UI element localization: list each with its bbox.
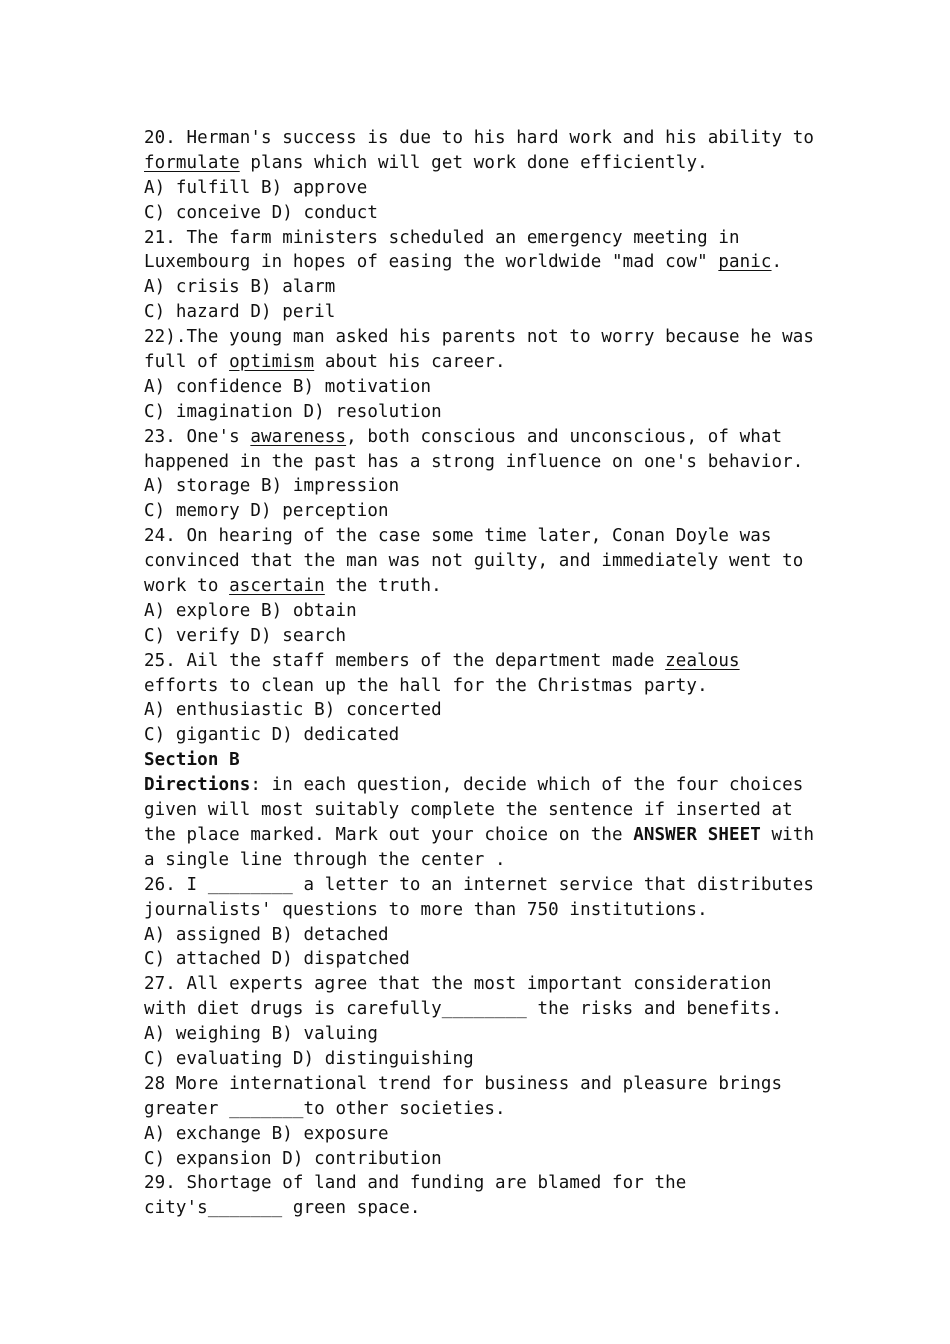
q28-line-2: greater _______to other societies. — [144, 1098, 506, 1119]
q23-line-1 — [144, 425, 824, 450]
document-page — [144, 126, 824, 1221]
directions-text-3-end: with — [760, 824, 815, 845]
q21-text: Luxembourg in hopes of easing the worldwide "mad cow" — [144, 252, 719, 273]
q21-options-ab: A) crisis B) alarm — [144, 277, 336, 298]
q21-line-1: 21. The farm ministers scheduled an emergency meeting in — [144, 227, 740, 248]
q25-options-ab: A) enthusiastic B) concerted — [144, 700, 442, 721]
q23-options-cd: C) memory D) perception — [144, 501, 389, 522]
q27-line-2: with diet drugs is carefully________ the risks and benefits. — [144, 999, 783, 1020]
directions-label: Directions — [144, 775, 251, 796]
directions-line-1 — [144, 773, 824, 798]
q24-options-cd: C) verify D) search — [144, 625, 347, 646]
q27-options-ab: A) weighing B) valuing — [144, 1024, 378, 1045]
q28-line-1: 28 More international trend for business and pleasure brings — [144, 1073, 783, 1094]
directions-text-3: the place marked. Mark out your choice on the — [144, 824, 634, 845]
q24-text: work to — [144, 576, 230, 597]
q25-line-1 — [144, 649, 824, 674]
q22-options-ab: A) confidence B) motivation — [144, 376, 432, 397]
directions-line-2: given will most suitably complete the sentence if inserted at — [144, 800, 793, 821]
q23-line-2: happened in the past has a strong influence on one's behavior. — [144, 451, 804, 472]
q25-underlined-word: zealous — [665, 650, 740, 671]
q28-options-cd: C) expansion D) contribution — [144, 1148, 442, 1169]
q20-text-cont: plans which will get work done efficiently. — [239, 152, 708, 173]
q20-underlined-word: formulate — [144, 152, 240, 173]
q20-text: 20. Herman's success is due to his hard work and his ability to — [144, 128, 815, 148]
q24-line-2: convinced that the man was not guilty, and immediately went to — [144, 551, 804, 572]
q29-line-2: city's_______ green space. — [144, 1198, 421, 1219]
q29-line-1: 29. Shortage of land and funding are blamed for the — [144, 1173, 687, 1194]
answer-sheet-label: ANSWER SHEET — [633, 824, 761, 845]
q23-text: 23. One's — [144, 426, 251, 447]
q21-text-end: . — [771, 252, 783, 273]
directions-line-3 — [144, 823, 824, 848]
q22-line-2 — [144, 350, 824, 375]
q20-line-1 — [144, 126, 824, 151]
q23-underlined-word: awareness — [250, 426, 347, 447]
q28-options-ab: A) exchange B) exposure — [144, 1123, 389, 1144]
q22-line-1: 22).The young man asked his parents not to worry because he was — [144, 327, 815, 348]
q25-text: 25. Ail the staff members of the department made — [144, 650, 666, 671]
q25-line-2: efforts to clean up the hall for the Christmas party. — [144, 675, 708, 696]
q27-line-1: 27. All experts agree that the most important consideration — [144, 974, 772, 995]
q20-options-cd: C) conceive D) conduct — [144, 202, 378, 223]
q23-text-cont: , both conscious and unconscious, of what — [346, 426, 783, 447]
q26-line-2: journalists' questions to more than 750 institutions. — [144, 899, 708, 920]
q27-options-cd: C) evaluating D) distinguishing — [144, 1048, 474, 1069]
q25-options-cd: C) gigantic D) dedicated — [144, 725, 400, 746]
q21-line-2 — [144, 250, 824, 275]
q26-line-1: 26. I ________ a letter to an internet service that distributes — [144, 874, 815, 895]
q26-options-ab: A) assigned B) detached — [144, 924, 389, 945]
q21-options-cd: C) hazard D) peril — [144, 302, 336, 323]
q23-options-ab: A) storage B) impression — [144, 476, 400, 497]
q22-text: full of — [144, 352, 230, 373]
q26-options-cd: C) attached D) dispatched — [144, 949, 410, 970]
q24-line-1: 24. On hearing of the case some time later, Conan Doyle was — [144, 526, 772, 547]
q24-line-3 — [144, 574, 824, 599]
q24-options-ab: A) explore B) obtain — [144, 600, 357, 621]
q20-line-2 — [144, 151, 824, 176]
q22-text-end: about his career. — [314, 352, 506, 373]
directions-line-4: a single line through the center . — [144, 849, 506, 870]
q24-underlined-word: ascertain — [229, 576, 325, 597]
directions-text: : in each question, decide which of the four choices — [250, 775, 804, 796]
q21-underlined-word: panic — [718, 252, 772, 273]
q24-text-end: the truth. — [324, 576, 442, 597]
q22-underlined-word: optimism — [229, 352, 315, 373]
q22-options-cd: C) imagination D) resolution — [144, 401, 442, 422]
q20-options-ab: A) fulfill B) approve — [144, 177, 368, 198]
section-b-title: Section B — [144, 750, 240, 771]
